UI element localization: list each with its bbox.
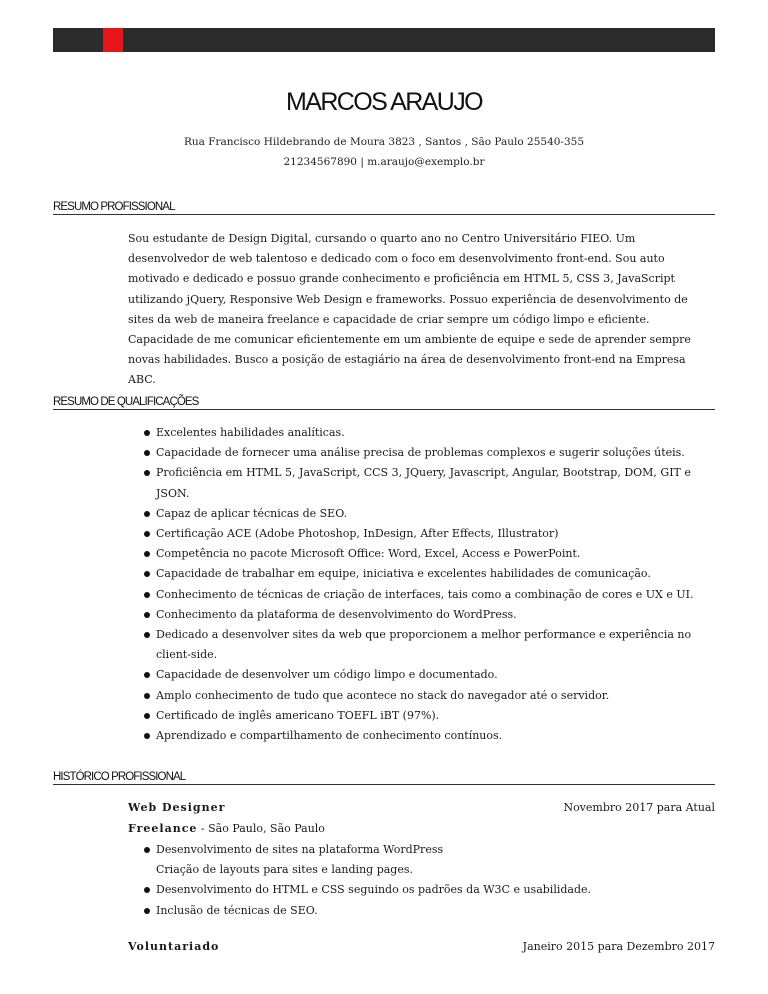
list-item: Capacidade de fornecer uma análise precisa de problemas complexos e sugerir soluções úteis. bbox=[128, 443, 716, 463]
company-name: Freelance bbox=[128, 822, 198, 835]
list-item: Proficiência em HTML 5, JavaScript, CCS 3, JQuery, Javascript, Angular, Bootstrap, DOM, GIT e JSON. bbox=[128, 463, 716, 503]
list-item: Desenvolvimento do HTML e CSS seguindo os padrões da W3C e usabilidade. bbox=[128, 880, 716, 900]
job-company bbox=[128, 822, 325, 835]
job-dates: Novembro 2017 para Atual bbox=[563, 801, 715, 814]
address-line: Rua Francisco Hildebrando de Moura 3823 , Santos , São Paulo 25540-355 bbox=[183, 136, 585, 148]
company-location: - São Paulo, São Paulo bbox=[197, 822, 325, 835]
list-item: Conhecimento de técnicas de criação de interfaces, tais como a combinação de cores e UX e UI. bbox=[128, 585, 716, 605]
job-dates: Janeiro 2015 para Dezembro 2017 bbox=[522, 940, 715, 953]
list-item: Competência no pacote Microsoft Office: Word, Excel, Access e PowerPoint. bbox=[128, 544, 716, 564]
list-item: Amplo conhecimento de tudo que acontece no stack do navegador até o servidor. bbox=[128, 686, 716, 706]
contact-line: 21234567890 | m.araujo@exemplo.br bbox=[283, 156, 485, 168]
job-duties-list bbox=[128, 840, 716, 921]
list-item: Capaz de aplicar técnicas de SEO. bbox=[128, 504, 716, 524]
qualifications-list bbox=[128, 423, 716, 746]
list-item: Aprendizado e compartilhamento de conhecimento contínuos. bbox=[128, 726, 716, 746]
list-item: Capacidade de desenvolver um código limpo e documentado. bbox=[128, 665, 716, 685]
list-item: Excelentes habilidades analíticas. bbox=[128, 423, 716, 443]
list-item: Inclusão de técnicas de SEO. bbox=[128, 901, 716, 921]
candidate-name: MARCOS ARAUJO bbox=[286, 88, 482, 116]
section-heading-summary: RESUMO PROFISSIONAL bbox=[53, 201, 715, 215]
list-item: Dedicado a desenvolver sites da web que proporcionem a melhor performance e experiência no client-side. bbox=[128, 625, 716, 665]
list-item: Desenvolvimento de sites na plataforma WordPress Criação de layouts para sites e landing pages. bbox=[128, 840, 486, 880]
section-heading-qualifications: RESUMO DE QUALIFICAÇÕES bbox=[53, 396, 715, 410]
job-title: Voluntariado bbox=[128, 940, 220, 953]
list-item: Certificação ACE (Adobe Photoshop, InDesign, After Effects, Illustrator) bbox=[128, 524, 716, 544]
list-item: Capacidade de trabalhar em equipe, iniciativa e excelentes habilidades de comunicação. bbox=[128, 564, 716, 584]
section-heading-history: HISTÓRICO PROFISSIONAL bbox=[53, 771, 715, 785]
list-item: Certificado de inglês americano TOEFL iBT (97%). bbox=[128, 706, 716, 726]
summary-paragraph: Sou estudante de Design Digital, cursando o quarto ano no Centro Universitário FIEO. Um desenvolvedor de web talentoso e dedicado com o foco em desenvolvimento front-end. Sou auto motivado e dedicado e possuo grande conhecimento e proficiência em HTML 5, CSS 3, JavaScript utilizando jQuery, Responsive Web Design e frameworks. Possuo experiência de desenvolvimento de sites da web de maneira freelance e capacidade de criar sempre um código limpo e eficiente. Capacidade de me comunicar eficientemente em um ambiente de equipe e sede de aprender sempre novas habilidades. Busco a posição de estagiário na área de desenvolvimento front-end na Empresa ABC. bbox=[128, 232, 691, 387]
header-accent-block bbox=[103, 28, 123, 52]
list-item: Conhecimento da plataforma de desenvolvimento do WordPress. bbox=[128, 605, 716, 625]
job-title: Web Designer bbox=[128, 801, 226, 814]
header-bar bbox=[53, 28, 715, 52]
